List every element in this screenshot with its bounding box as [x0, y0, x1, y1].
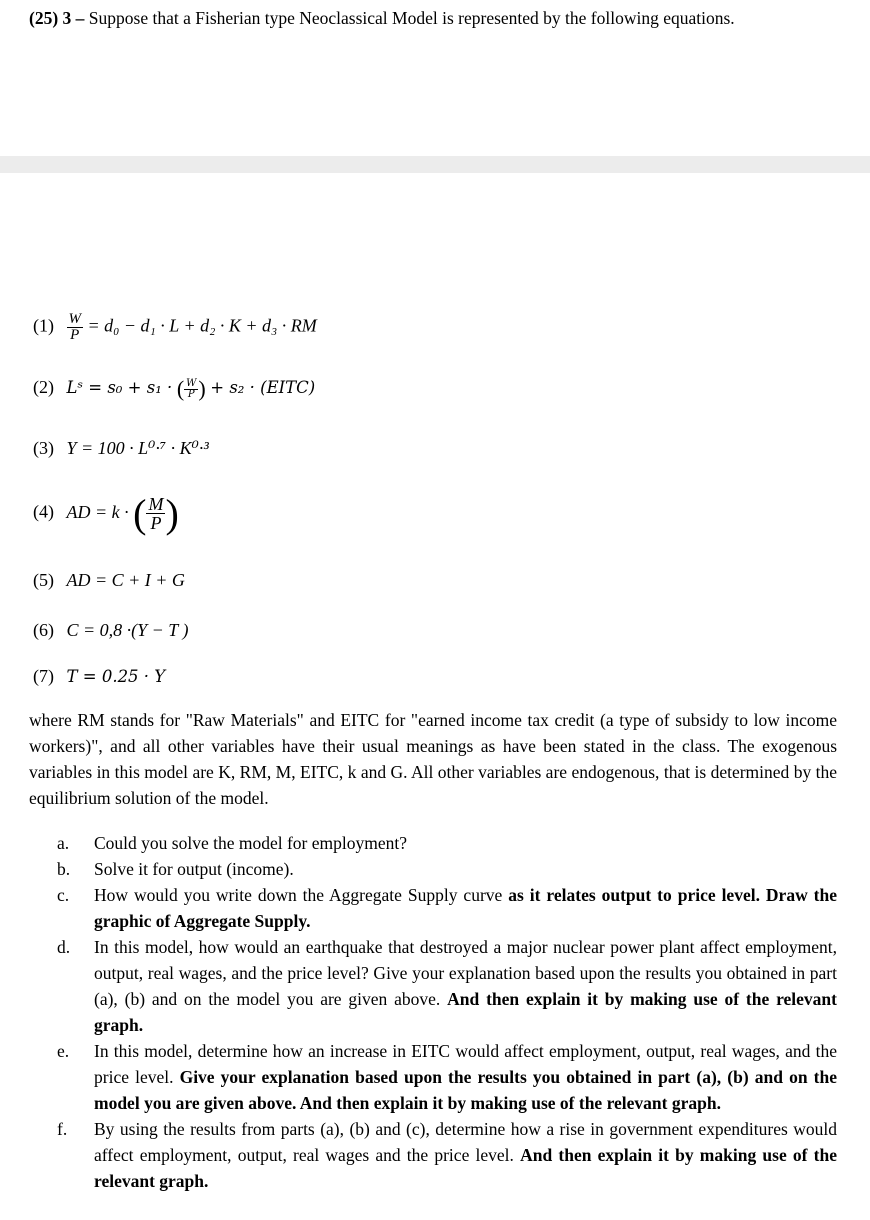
- explanation-paragraph: where RM stands for "Raw Materials" and EITC for "earned income tax credit (a type of subsidy to low income workers)", and all other variables have their usual meanings as have been stated in the class. The exogenous variables in this model are K, RM, M, EITC, k and G. All other variables are endogenous, that is determined by the equilibrium solution of the model.: [29, 710, 837, 808]
- list-marker: d.: [57, 937, 71, 957]
- list-item-text: [94, 934, 837, 1038]
- fraction-numerator: W: [186, 377, 197, 389]
- body-text: By using the results from parts (a), (b) and (c), determine how a rise in government expenditures would affect employment, output, real wages and the price level.: [94, 1119, 837, 1165]
- equation-4-label: (4): [33, 501, 54, 522]
- equation-3-body: Y = 100 · L⁰·⁷ · K⁰·³: [66, 438, 209, 458]
- list-item: [57, 856, 837, 882]
- emphasis-text: as it relates output to price level. Draw the graphic of Aggregate Supply.: [94, 885, 837, 931]
- list-item: [57, 882, 837, 934]
- body-text: Solve it for output (income).: [94, 859, 294, 879]
- equation-1-rhs: = d₀ − d₁ · L + d₂ · K + d₃ · RM: [87, 315, 317, 336]
- list-item: [57, 934, 837, 1038]
- equation-4: [33, 490, 179, 537]
- question-heading: [29, 8, 735, 29]
- equation-6-label: (6): [33, 620, 54, 640]
- list-marker: c.: [57, 885, 70, 905]
- equation-7-body: T = 0.25 · Y: [66, 667, 166, 686]
- equation-7: [33, 666, 165, 687]
- equation-4-fraction: [146, 495, 165, 532]
- list-item-text: [94, 1116, 837, 1194]
- list-marker: b.: [57, 859, 71, 879]
- list-item: [57, 1038, 837, 1116]
- equation-3: [33, 438, 209, 459]
- equation-5-label: (5): [33, 570, 54, 590]
- equation-2-fraction: [184, 379, 198, 400]
- fraction-numerator: M: [148, 494, 164, 514]
- fraction-denominator: P: [184, 389, 198, 400]
- equation-5: [33, 570, 185, 591]
- question-intro: Suppose that a Fisherian type Neoclassical Model is represented by the following equations.: [84, 8, 735, 28]
- fraction-numerator: W: [68, 311, 81, 327]
- fraction-denominator: P: [67, 327, 84, 343]
- list-item: [57, 830, 837, 856]
- emphasis-text: And then explain it by making use of the relevant graph.: [94, 1145, 837, 1191]
- right-paren: ): [198, 376, 206, 401]
- equation-1: [33, 312, 317, 343]
- right-paren: ): [165, 491, 179, 536]
- body-text: In this model, determine how an increase in EITC would affect employment, output, real wages, and the price level.: [94, 1041, 837, 1087]
- list-item-text: [94, 856, 837, 882]
- left-paren: (: [133, 491, 147, 536]
- emphasis-text: And then explain it by making use of the relevant graph.: [94, 989, 837, 1035]
- equation-3-label: (3): [33, 438, 54, 458]
- equation-2-lhs: Lˢ = s₀ + s₁ ·: [66, 378, 173, 398]
- list-marker: f.: [57, 1119, 68, 1139]
- emphasis-text: Give your explanation based upon the results you obtained in part (a), (b) and on the model you are given above. And then explain it by making use of the relevant graph.: [94, 1067, 837, 1113]
- equation-6-body: C = 0,8 ·(Y − T ): [66, 620, 189, 640]
- body-text: How would you write down the Aggregate Supply curve: [94, 885, 509, 905]
- list-marker: a.: [57, 833, 70, 853]
- equation-2: [33, 376, 315, 402]
- equation-4-lhs: AD = k ·: [66, 501, 129, 522]
- page-divider: [0, 156, 870, 173]
- equation-5-body: AD = C + I + G: [66, 570, 185, 590]
- equation-2-label: (2): [33, 377, 54, 398]
- question-list: [57, 830, 837, 1194]
- list-item-text: [94, 882, 837, 934]
- fraction-denominator: P: [146, 513, 165, 532]
- list-item-text: [94, 830, 837, 856]
- question-number: (25) 3 –: [29, 8, 85, 28]
- equation-1-fraction: [67, 312, 84, 343]
- list-item-text: [94, 1038, 837, 1116]
- equation-2-rhs: + s₂ · (EITC): [210, 378, 316, 398]
- body-text: Could you solve the model for employment?: [94, 833, 408, 853]
- equation-6: [33, 620, 188, 641]
- equation-7-label: (7): [33, 666, 54, 686]
- body-text: In this model, how would an earthquake that destroyed a major nuclear power plant affect employment, output, real wages, and the price level? Give your explanation based upon the results you obtained in part (a), (b) and on the model you are given above.: [94, 937, 837, 1009]
- left-paren: (: [176, 376, 185, 401]
- list-item: [57, 1116, 837, 1194]
- list-marker: e.: [57, 1041, 70, 1061]
- equation-1-label: (1): [33, 315, 54, 336]
